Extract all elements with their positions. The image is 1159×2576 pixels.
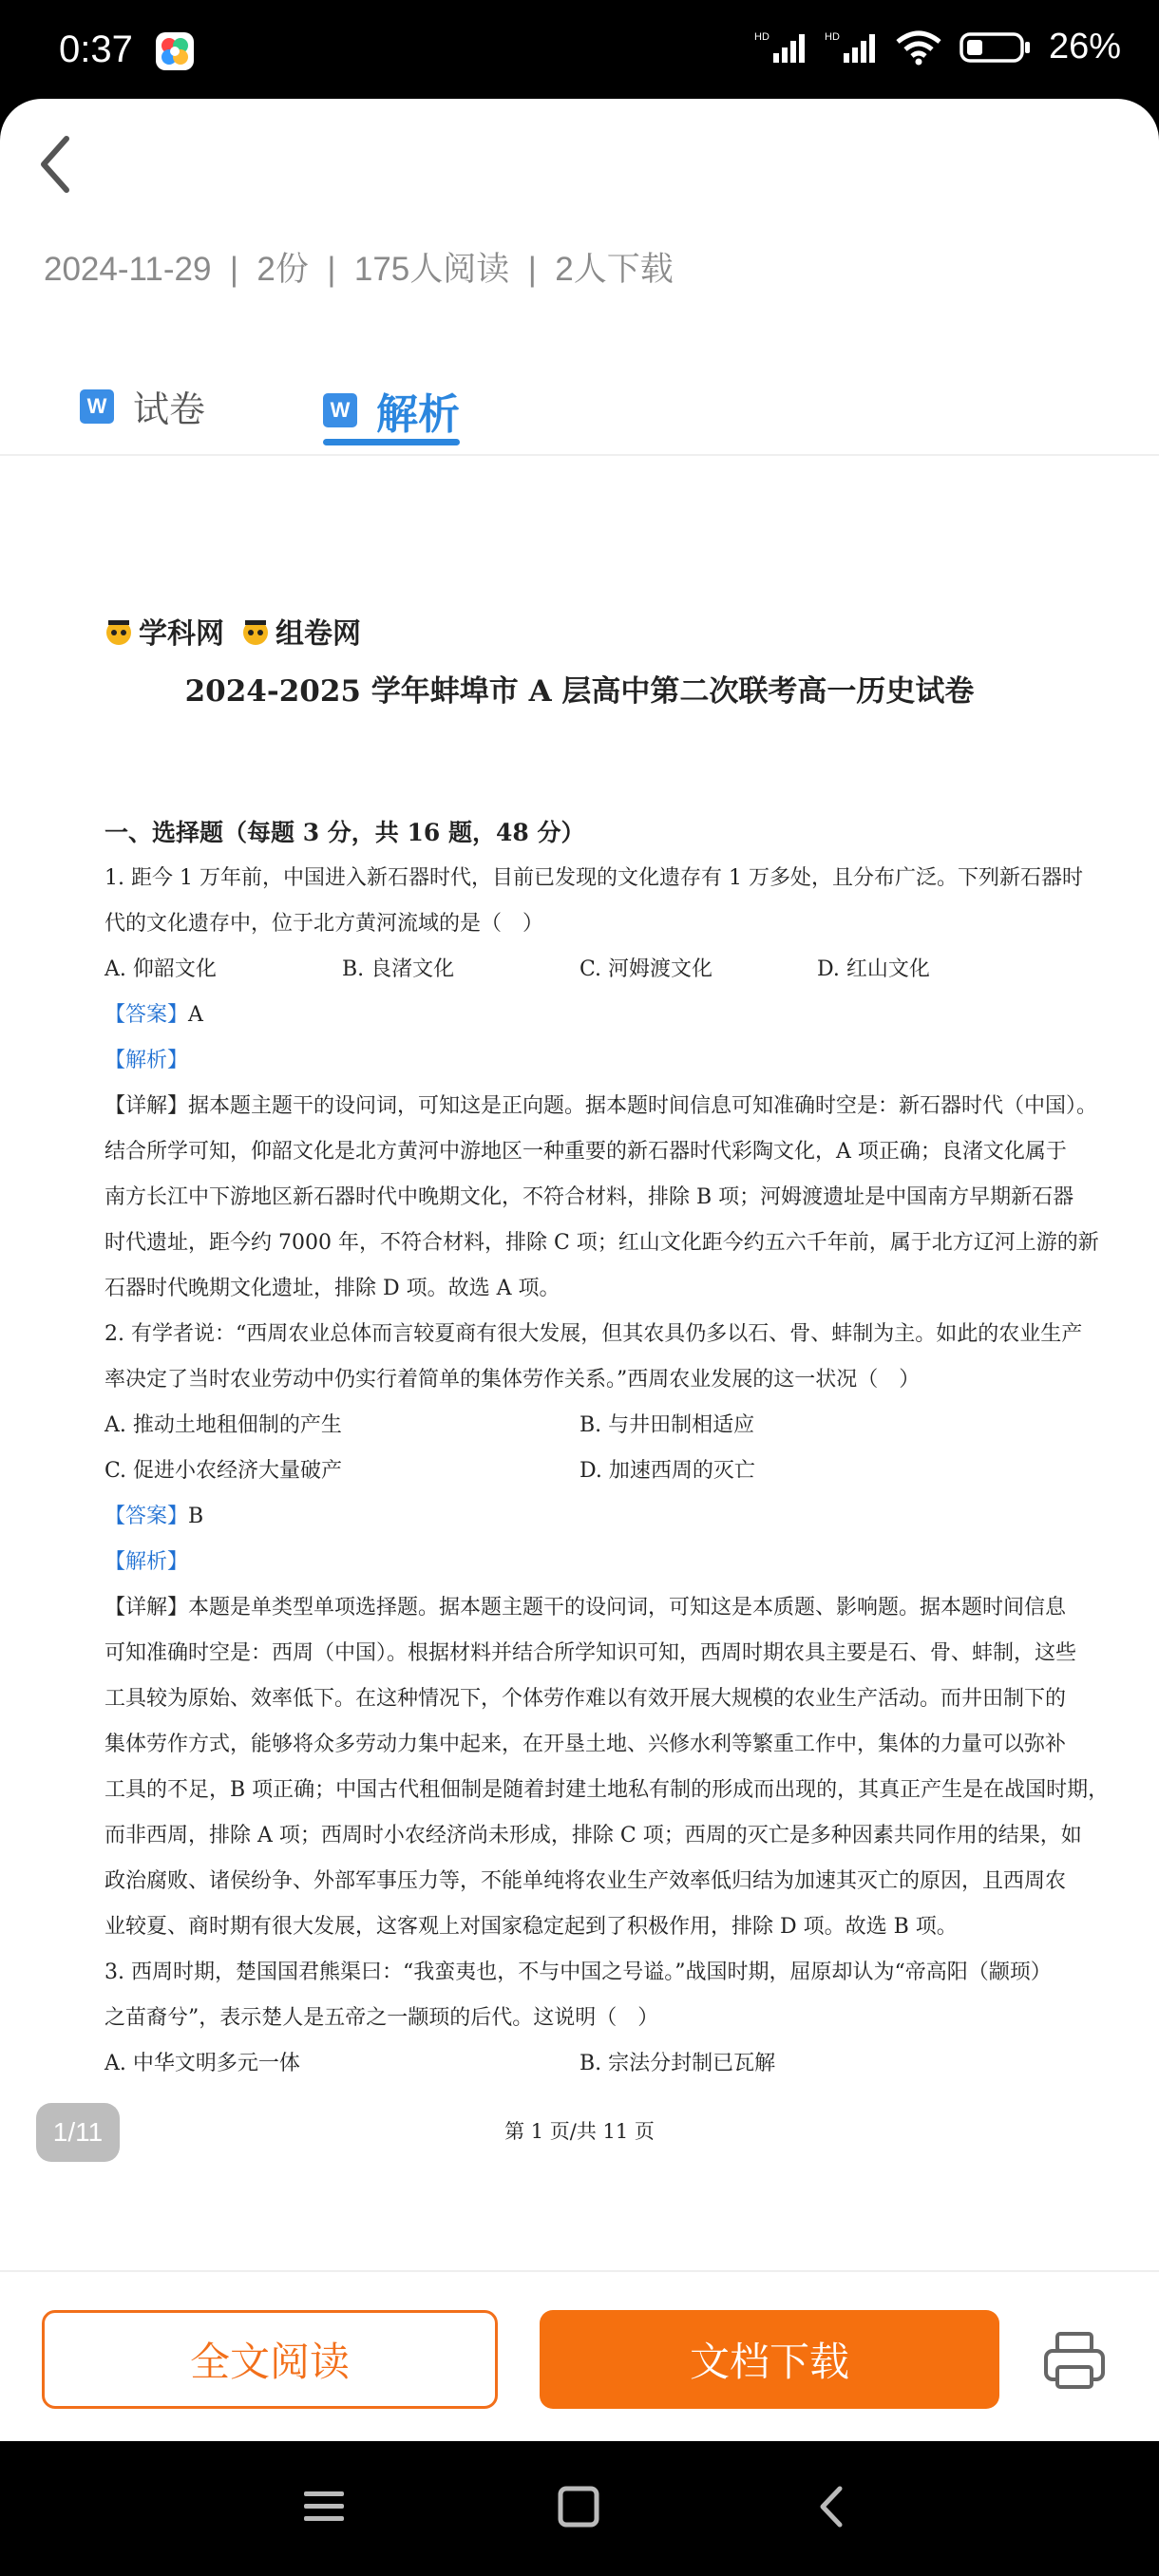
tab-analysis[interactable] (323, 380, 460, 441)
detail-line: 工具较为原始、效率低下。在这种情况下，个体劳作难以有效开展大规模的农业生产活动。而井田制下的 (104, 1687, 1067, 1711)
option: C. 河姆渡文化 (580, 957, 713, 981)
detail-line: 工具的不足，B 项正确；中国古代租佃制是随着封建土地私有制的形成而出现的，其真正产生是在战国时期， (104, 1778, 1110, 1802)
option: A. 推动土地租佃制的产生 (104, 1413, 342, 1437)
tab-label: 试卷 (133, 388, 206, 430)
detail-line: 业较夏、商时期有很大发展，这客观上对国家稳定起到了积极作用，排除 D 项。故选 B 项。 (104, 1915, 958, 1939)
detail-text: 据本题主题干的设问词，可知这是正向题。据本题时间信息可知准确时空是：新石器时代（中国）。 (188, 1094, 1098, 1118)
page-footer: 第 1 页/共 11 页 (504, 2120, 655, 2143)
question-stem: 代的文化遗存中，位于北方黄河流域的是（ ） (104, 912, 544, 936)
detail-line (104, 1594, 1066, 1622)
battery-percent: 26% (1048, 27, 1121, 66)
option: B. 良渚文化 (342, 957, 455, 981)
tab-bar (0, 365, 1159, 456)
detail-text: 本题是单类型单项选择题。据本题主题干的设问词，可知这是本质题、影响题。据本题时间信息 (188, 1596, 1067, 1619)
detail-line: 可知准确时空是：西周（中国）。根据材料并结合所学知识可知，西周时期农具主要是石、骨、蚌制，这些 (104, 1641, 1077, 1665)
answer-value: A (188, 1003, 203, 1027)
status-indicators (754, 27, 1121, 67)
answer-label: 【答案】 (104, 1505, 189, 1528)
tab-label: 解析 (376, 390, 460, 439)
word-doc-icon: W (80, 389, 114, 424)
status-time: 0:37 (59, 28, 133, 70)
analysis-label: 【解析】 (104, 1550, 189, 1574)
home-icon[interactable] (555, 2483, 602, 2530)
logo-row (103, 610, 376, 652)
document-meta: 2024-11-29 | 2份 | 175人阅读 | 2人下载 (44, 251, 674, 288)
svg-text:HD: HD (824, 30, 840, 43)
detail-line: 而非西周，排除 A 项；西周时小农经济尚未形成，排除 C 项；西周的灭亡是多种因素共同作用的结果，如 (104, 1824, 1082, 1847)
signal-hd-2-icon (825, 28, 878, 66)
download-button[interactable]: 文档下载 (540, 2310, 999, 2409)
option: A. 中华文明多元一体 (104, 2052, 300, 2075)
question-stem: 1. 距今 1 万年前，中国进入新石器时代，目前已发现的文化遗存有 1 万多处，且分布广泛。下列新石器时 (104, 866, 1083, 890)
option: D. 加速西周的灭亡 (580, 1459, 755, 1483)
answer-line (104, 1503, 203, 1531)
word-doc-icon: W (323, 393, 357, 427)
logo-text: 组卷网 (276, 618, 361, 650)
detail-line: 时代遗址，距今约 7000 年，不符合材料，排除 C 项；红山文化距今约五六千年前，属于北方辽河上游的新 (104, 1231, 1099, 1255)
detail-line (104, 1092, 1097, 1121)
option: A. 仰韶文化 (104, 957, 217, 981)
menu-icon[interactable] (300, 2483, 348, 2530)
bottom-action-bar (0, 2270, 1159, 2441)
system-nav-bar (0, 2441, 1159, 2576)
detail-label: 【详解】 (104, 1596, 189, 1619)
page-indicator: 1/11 (36, 2103, 120, 2162)
signal-hd-icon (754, 28, 808, 66)
active-tab-indicator (323, 439, 460, 445)
exam-title: 2024-2025 学年蚌埠市 A 层高中第二次联考高一历史试卷 (184, 674, 975, 709)
question-stem: 率决定了当时农业劳动中仍实行着简单的集体劳作关系。”西周农业发展的这一状况（ ） (104, 1368, 921, 1392)
detail-label: 【详解】 (104, 1094, 189, 1118)
option: B. 宗法分封制已瓦解 (580, 2052, 776, 2075)
question-stem: 2. 有学者说：“西周农业总体而言较夏商有很大发展，但其农具仍多以石、骨、蚌制为主。如此的农业生产 (104, 1322, 1083, 1346)
option: B. 与井田制相适应 (580, 1413, 755, 1437)
wifi-icon (895, 28, 942, 66)
answer-line (104, 1001, 203, 1030)
detail-line: 结合所学可知，仰韶文化是北方黄河中游地区一种重要的新石器时代彩陶文化，A 项正确；良渚文化属于 (104, 1140, 1067, 1164)
answer-label: 【答案】 (104, 1003, 189, 1027)
option: C. 促进小农经济大量破产 (104, 1459, 343, 1483)
print-icon[interactable] (1043, 2331, 1106, 2390)
back-nav-icon[interactable] (809, 2483, 857, 2530)
battery-icon (960, 28, 1032, 66)
logo-text: 学科网 (139, 618, 224, 650)
xuekewang-logo (103, 610, 224, 652)
svg-text:HD: HD (753, 30, 770, 43)
detail-line: 政治腐败、诸侯纷争、外部军事压力等，不能单纯将农业生产效率低归结为加速其灭亡的原因，且西周农 (104, 1869, 1067, 1893)
answer-value: B (188, 1505, 204, 1528)
question-stem: 之苗裔兮”，表示楚人是五帝之一颛顼的后代。这说明（ ） (104, 2006, 659, 2030)
question-stem: 3. 西周时期，楚国国君熊渠曰：“我蛮夷也，不与中国之号谥。”战国时期，屈原却认为“帝高阳（颛顼） (104, 1960, 1052, 1984)
status-bar (0, 0, 1159, 104)
detail-line: 石器时代晚期文化遗址，排除 D 项。故选 A 项。 (104, 1277, 560, 1300)
tab-exam-paper[interactable] (80, 380, 205, 432)
read-full-button[interactable]: 全文阅读 (42, 2310, 498, 2409)
app-notification-icon (156, 32, 194, 70)
detail-line: 集体劳作方式，能够将众多劳动力集中起来，在开垦土地、兴修水利等繁重工作中，集体的力量可以弥补 (104, 1733, 1067, 1756)
document-detail-sheet (0, 99, 1159, 2441)
option: D. 红山文化 (817, 957, 930, 981)
detail-line: 南方长江中下游地区新石器时代中晚期文化，不符合材料，排除 B 项；河姆渡遗址是中国南方早期新石器 (104, 1185, 1074, 1209)
zujuanwang-logo (239, 610, 361, 652)
back-arrow-icon[interactable] (32, 131, 80, 198)
section-heading: 一、选择题（每题 3 分，共 16 题，48 分） (104, 819, 585, 846)
analysis-label: 【解析】 (104, 1049, 189, 1072)
